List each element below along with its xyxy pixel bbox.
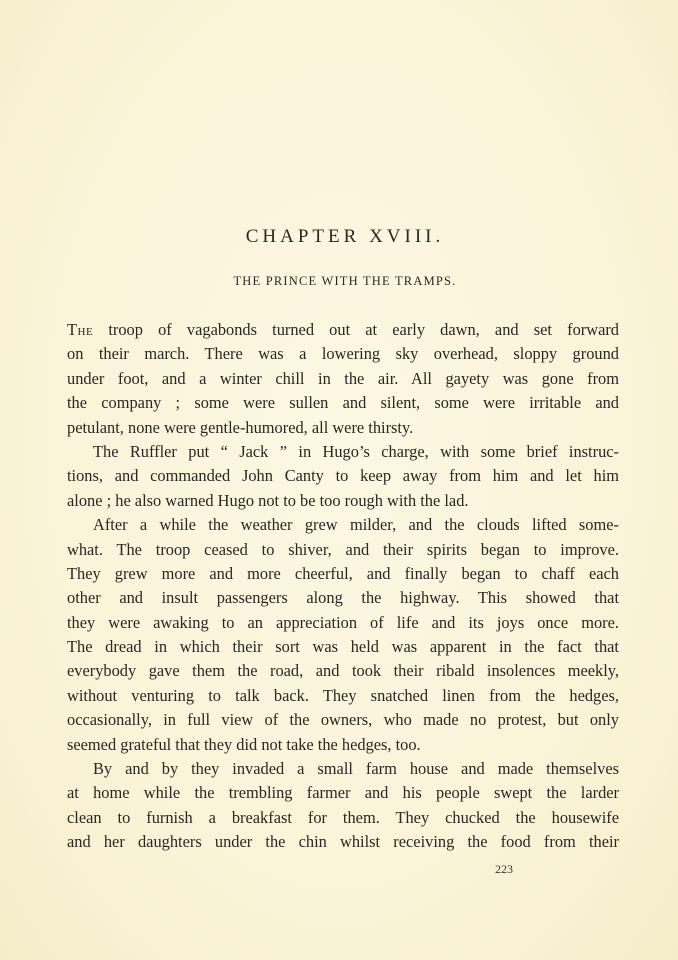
text-line: at home while the trembling farmer and his people swept the larder: [67, 783, 619, 803]
chapter-title: CHAPTER XVIII.: [245, 226, 445, 247]
text-line: what. The troop ceased to shiver, and their spirits began to improve.: [67, 539, 619, 559]
text-line: other and insult passengers along the highway. This showed that: [67, 588, 619, 608]
text-line: tions, and commanded John Canty to keep away from him and let him: [67, 466, 619, 486]
page-number: 223: [495, 862, 513, 876]
text-line: The troop of vagabonds turned out at early dawn, and set forward: [67, 320, 619, 339]
body-text: [67, 318, 619, 855]
text-line: They grew more and more cheerful, and finally began to chaff each: [67, 563, 619, 583]
text-line: The dread in which their sort was held was apparent in the fact that: [67, 637, 619, 657]
text-line: seemed grateful that they did not take the hedges, too.: [67, 734, 421, 754]
text-line: occasionally, in full view of the owners, who made no protest, but only: [67, 710, 619, 730]
text-line: under foot, and a winter chill in the air. All gayety was gone from: [67, 368, 619, 388]
text-line: The Ruffler put “ Jack ” in Hugo’s charge, with some brief instruc-: [93, 441, 619, 461]
text-line: and her daughters under the chin whilst receiving the food from their: [67, 832, 619, 852]
chapter-subtitle: THE PRINCE WITH THE TRAMPS.: [233, 274, 457, 288]
first-word: The: [67, 320, 94, 339]
text-line: By and by they invaded a small farm house and made themselves: [93, 759, 619, 779]
text-line: without venturing to talk back. They snatched linen from the hedges,: [67, 685, 619, 705]
text-line: clean to furnish a breakfast for them. They chucked the housewife: [67, 807, 619, 827]
text-line: petulant, none were gentle-humored, all were thirsty.: [67, 417, 414, 437]
text-line: they were awaking to an appreciation of life and its joys once more.: [67, 612, 619, 632]
text-line: alone ; he also warned Hugo not to be too rough with the lad.: [67, 490, 469, 510]
text-line: everybody gave them the road, and took their ribald insolences meekly,: [67, 661, 619, 681]
text-line: After a while the weather grew milder, and the clouds lifted some-: [93, 515, 619, 535]
text-line: on their march. There was a lowering sky overhead, sloppy ground: [67, 344, 619, 364]
text-line: the company ; some were sullen and silent, some were irritable and: [67, 393, 619, 413]
